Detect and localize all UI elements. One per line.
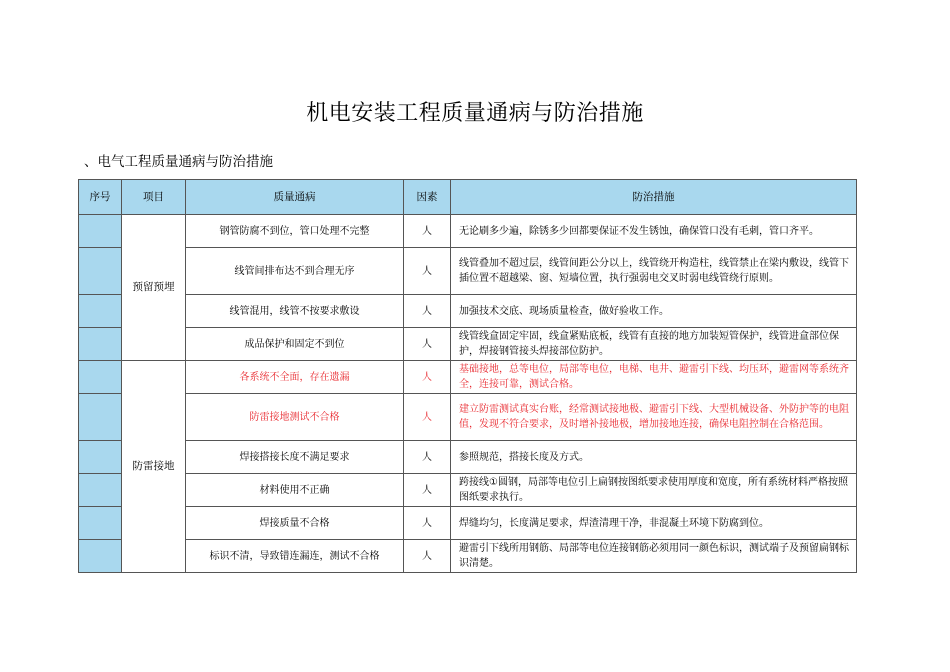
row-number-cell	[79, 361, 122, 394]
issue-cell: 标识不清，导致错连漏连，测试不合格	[186, 540, 404, 573]
row-number-cell	[79, 248, 122, 295]
issue-cell: 材料使用不正确	[186, 474, 404, 507]
measure-cell: 避雷引下线所用钢筋、局部等电位连接钢筋必须用同一颜色标识，测试端子及预留扁钢标识清楚。	[451, 540, 857, 573]
row-number-cell	[79, 215, 122, 248]
row-number-cell	[79, 474, 122, 507]
factor-cell: 人	[404, 215, 451, 248]
factor-cell: 人	[404, 540, 451, 573]
row-number-cell	[79, 394, 122, 441]
measure-cell: 加强技术交底、现场质量检查，做好验收工作。	[451, 295, 857, 328]
issue-cell: 焊接质量不合格	[186, 507, 404, 540]
issue-cell: 钢管防腐不到位，管口处理不完整	[186, 215, 404, 248]
measure-cell: 线管叠加不超过层，线管间距公分以上，线管绕开构造柱，线管禁止在梁内敷设，线管下插位置不超越梁、窗、短墙位置，执行强弱电交叉时弱电线管绕行原则。	[451, 248, 857, 295]
header-factor: 因素	[404, 180, 451, 215]
measure-cell: 跨接线①圆钢，局部等电位引上扁钢按图纸要求使用厚度和宽度，所有系统材料严格按照图纸要求执行。	[451, 474, 857, 507]
issue-cell: 防雷接地测试不合格	[186, 394, 404, 441]
issue-cell: 焊接搭接长度不满足要求	[186, 441, 404, 474]
table-row	[79, 248, 857, 295]
header-item: 项目	[122, 180, 186, 215]
factor-cell: 人	[404, 361, 451, 394]
measure-cell: 建立防雷测试真实台账，经常测试接地极、避雷引下线、大型机械设备、外防护等的电阻值，发现不符合要求，及时增补接地极，增加接地连接，确保电阻控制在合格范围。	[451, 394, 857, 441]
factor-cell: 人	[404, 394, 451, 441]
measure-cell: 参照规范，搭接长度及方式。	[451, 441, 857, 474]
table-row	[79, 540, 857, 573]
table-row	[79, 441, 857, 474]
table-row	[79, 295, 857, 328]
issue-cell: 线管混用，线管不按要求敷设	[186, 295, 404, 328]
row-number-cell	[79, 295, 122, 328]
table-row	[79, 394, 857, 441]
issue-cell: 各系统不全面，存在遗漏	[186, 361, 404, 394]
header-no: 序号	[79, 180, 122, 215]
section-subtitle: 、电气工程质量通病与防治措施	[84, 154, 273, 170]
table-row	[79, 474, 857, 507]
table-row	[79, 361, 857, 394]
measure-cell: 焊缝均匀，长度满足要求，焊渣清理干净，非混凝土环境下防腐到位。	[451, 507, 857, 540]
issue-cell: 线管间排布达不到合理无序	[186, 248, 404, 295]
category-cell: 预留预埋	[122, 215, 186, 361]
table-row	[79, 215, 857, 248]
factor-cell: 人	[404, 328, 451, 361]
row-number-cell	[79, 328, 122, 361]
row-number-cell	[79, 441, 122, 474]
issue-cell: 成品保护和固定不到位	[186, 328, 404, 361]
measure-cell: 无论刷多少遍，除锈多少回都要保证不发生锈蚀，确保管口没有毛刺，管口齐平。	[451, 215, 857, 248]
row-number-cell	[79, 540, 122, 573]
row-number-cell	[79, 507, 122, 540]
header-measure: 防治措施	[451, 180, 857, 215]
document-title: 机电安装工程质量通病与防治措施	[306, 101, 644, 126]
factor-cell: 人	[404, 248, 451, 295]
category-cell: 防雷接地	[122, 361, 186, 573]
measure-cell: 基础接地，总等电位，局部等电位，电梯、电井、避雷引下线、均压环，避雷网等系统齐全，连接可靠，测试合格。	[451, 361, 857, 394]
factor-cell: 人	[404, 507, 451, 540]
factor-cell: 人	[404, 295, 451, 328]
measure-cell: 线管线盒固定牢固，线盒紧贴底板，线管有直接的地方加装短管保护，线管进盒部位保护，焊接钢管接头焊接部位防护。	[451, 328, 857, 361]
factor-cell: 人	[404, 441, 451, 474]
factor-cell: 人	[404, 474, 451, 507]
header-issue: 质量通病	[186, 180, 404, 215]
table-row	[79, 328, 857, 361]
table-header-row	[79, 180, 857, 215]
defects-table	[78, 179, 857, 573]
table-row	[79, 507, 857, 540]
